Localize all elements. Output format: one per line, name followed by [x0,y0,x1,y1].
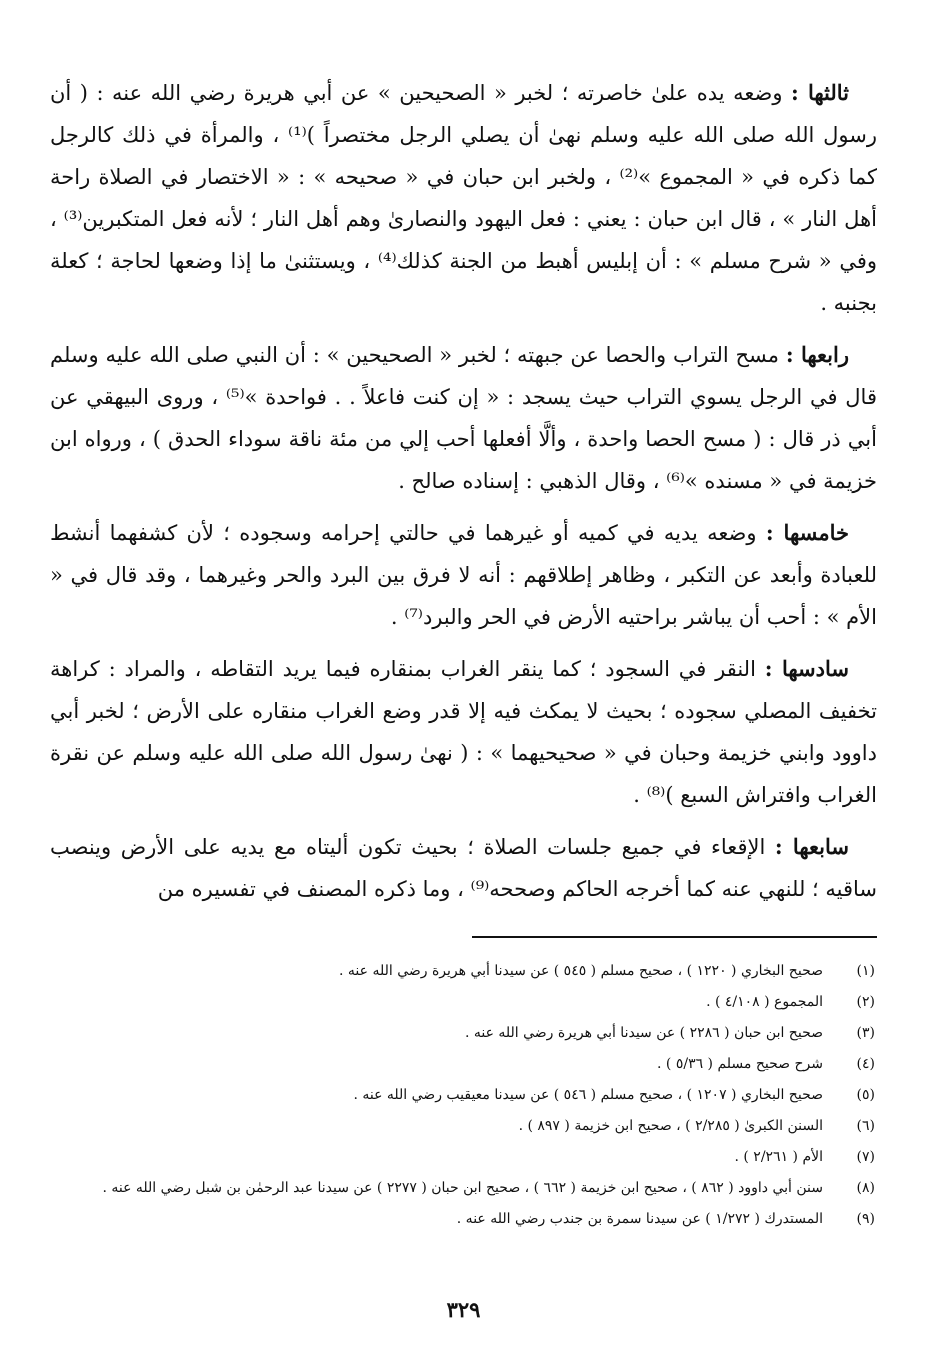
footnote-item [50,987,875,1018]
footnotes [50,956,877,1235]
paragraph-body: الإقعاء في جميع جلسات الصلاة ؛ بحيث تكون أليتاه مع يديه على الأرض وينصب ساقيه ؛ للنهي عنه كما أخرجه الحاكم وصححه⁽⁹⁾ ، وما ذكره المصنف في تفسيره من [50,835,877,901]
paragraph-body: مسح التراب والحصا عن جبهته ؛ لخبر « الصحيحين » : أن النبي صلى الله عليه وسلم قال في الرجل يسوي التراب حيث يسجد : « إن كنت فاعلاً . . فواحدة »⁽⁵⁾ ، وروى البيهقي عن أبي ذر قال : ( مسح الحصا واحدة ، وألَّا أفعلها أحب إلي من مئة ناقة سوداء الحدق ) ، ورواه ابن خزيمة في « مسنده »⁽⁶⁾ ، وقال الذهبي : إسناده صالح . [50,343,877,493]
footnote-number: (٦) [856,1118,875,1134]
footnote-item [50,1018,875,1049]
main-text [50,72,877,910]
paragraph-body: النقر في السجود ؛ كما ينقر الغراب بمنقاره فيما يريد التقاطه ، والمراد : كراهة تخفيف المصلي سجوده ؛ بحيث لا يمكث فيه إلا قدر وضع الغراب منقاره على الأرض ؛ لخبر أبي داوود وابني خزيمة وحبان في « صحيحيهما » : ( نهىٰ رسول الله صلى الله عليه وسلم عن نقرة الغراب وافتراش السبع )⁽⁸⁾ . [50,657,877,807]
footnote-number: (٢) [856,994,875,1010]
footnote-text: السنن الكبرىٰ ( ٢/٢٨٥ ) ، صحيح ابن خزيمة ( ٨٩٧ ) . [518,1118,823,1134]
footnote-text: صحيح البخاري ( ١٢٢٠ ) ، صحيح مسلم ( ٥٤٥ ) عن سيدنا أبي هريرة رضي الله عنه . [339,963,823,979]
footnote-number: (٨) [856,1180,875,1196]
footnote-number: (٧) [856,1149,875,1165]
paragraph-lead: ثالثها : [791,80,849,105]
footnote-text: صحيح البخاري ( ١٢٠٧ ) ، صحيح مسلم ( ٥٤٦ ) عن سيدنا معيقيب رضي الله عنه . [353,1087,823,1103]
footnote-item [50,1204,875,1235]
footnote-divider [472,936,877,938]
footnote-number: (٥) [856,1087,875,1103]
paragraph-body: وضعه يديه في كميه أو غيرهما في حالتي إحرامه وسجوده ؛ لأن كشفهما أنشط للعبادة وأبعد عن التكبر ، وظاهر إطلاقهم : أنه لا فرق بين البرد والحر وغيرهما ، وقد قال في « الأم » : أحب أن يباشر براحتيه الأرض في الحر والبرد⁽⁷⁾ . [50,521,877,629]
footnote-item [50,956,875,987]
paragraph-third [50,72,877,324]
footnote-number: (١) [856,963,875,979]
paragraph-lead: سادسها : [764,656,849,681]
paragraph-lead: رابعها : [785,342,850,367]
paragraph-body: وضعه يده علىٰ خاصرته ؛ لخبر « الصحيحين » عن أبي هريرة رضي الله عنه : ( أن رسول الله صلى الله عليه وسلم نهىٰ أن يصلي الرجل مختصراً )⁽¹⁾ ، والمرأة في ذلك كالرجل كما ذكره في « المجموع »⁽²⁾ ، ولخبر ابن حبان في « صحيحه » : « الاختصار في الصلاة راحة أهل النار » ، قال ابن حبان : يعني : فعل اليهود والنصارىٰ وهم أهل النار ؛ لأنه فعل المتكبرين⁽³⁾ ، وفي « شرح مسلم » : أن إبليس أهبط من الجنة كذلك⁽⁴⁾ ، ويستثنىٰ ما إذا وضعها لحاجة ؛ كعلة بجنبه . [50,81,878,315]
paragraph-lead: سابعها : [774,834,849,859]
paragraph-lead: خامسها : [765,520,849,545]
footnote-text: المجموع ( ٤/١٠٨ ) . [706,994,823,1010]
footnote-text: الأم ( ٢/٢٦١ ) . [734,1149,823,1165]
paragraph-seventh [50,826,877,910]
footnote-number: (٩) [856,1211,875,1227]
footnote-item [50,1142,875,1173]
footnote-item [50,1111,875,1142]
footnote-item [50,1080,875,1111]
footnote-item [50,1173,875,1204]
footnote-text: المستدرك ( ١/٢٧٢ ) عن سيدنا سمرة بن جندب رضي الله عنه . [456,1211,823,1227]
paragraph-fourth [50,334,877,502]
page-number: ٣٢٩ [446,1297,481,1322]
footnote-number: (٣) [856,1025,875,1041]
paragraph-sixth [50,648,877,816]
footnote-number: (٤) [856,1056,875,1072]
footnote-text: شرح صحيح مسلم ( ٥/٣٦ ) . [657,1056,823,1072]
footnote-text: سنن أبي داوود ( ٨٦٢ ) ، صحيح ابن خزيمة ( ٦٦٢ ) ، صحيح ابن حبان ( ٢٢٧٧ ) عن سيدنا عبد الرحمٰن بن شبل رضي الله عنه . [102,1180,823,1196]
footnote-item [50,1049,875,1080]
paragraph-fifth [50,512,877,638]
footnote-text: صحيح ابن حبان ( ٢٢٨٦ ) عن سيدنا أبي هريرة رضي الله عنه . [464,1025,823,1041]
